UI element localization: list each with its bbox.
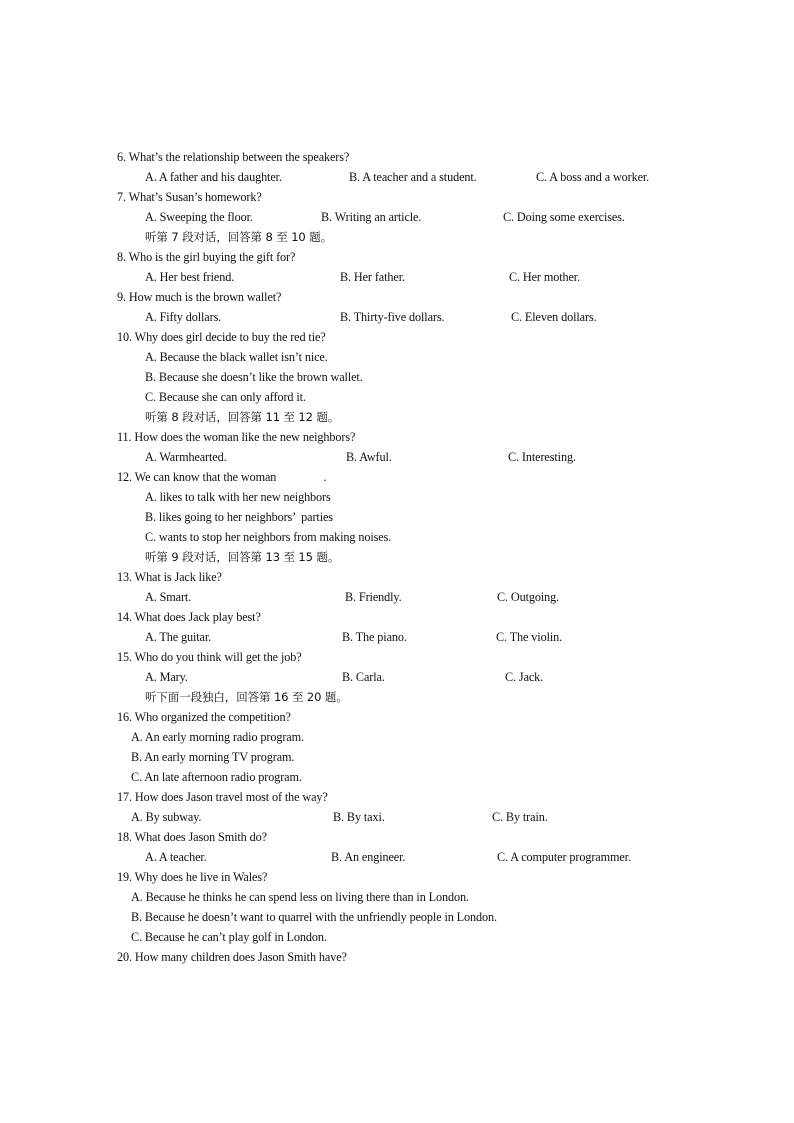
question-16: 16. Who organized the competition? [117, 710, 291, 724]
question-9: 9. How much is the brown wallet? [117, 290, 282, 304]
question-7: 7. What’s Susan’s homework? [117, 190, 262, 204]
option-12c: C. wants to stop her neighbors from making noises. [145, 530, 392, 544]
option-17a: A. By subway. [131, 810, 202, 824]
option-7c: C. Doing some exercises. [503, 210, 625, 224]
option-15b: B. Carla. [342, 670, 385, 684]
option-7b: B. Writing an article. [321, 210, 422, 224]
option-6a: A. A father and his daughter. [145, 170, 282, 184]
option-10a: A. Because the black wallet isn’t nice. [145, 350, 328, 364]
option-7a: A. Sweeping the floor. [145, 210, 253, 224]
question-13: 13. What is Jack like? [117, 570, 222, 584]
option-9a: A. Fifty dollars. [145, 310, 222, 324]
option-6b: B. A teacher and a student. [349, 170, 477, 184]
question-11: 11. How does the woman like the new neighbors? [117, 430, 356, 444]
option-18a: A. A teacher. [145, 850, 207, 864]
option-9b: B. Thirty-five dollars. [340, 310, 445, 324]
option-8a: A. Her best friend. [145, 270, 235, 284]
option-17c: C. By train. [492, 810, 548, 824]
option-14b: B. The piano. [342, 630, 407, 644]
option-11b: B. Awful. [346, 450, 392, 464]
section-heading-9: 听第 9 段对话，回答第 13 至 15 题。 [145, 550, 340, 564]
option-9c: C. Eleven dollars. [511, 310, 597, 324]
question-15: 15. Who do you think will get the job? [117, 650, 302, 664]
question-8: 8. Who is the girl buying the gift for? [117, 250, 296, 264]
option-19b: B. Because he doesn’t want to quarrel with the unfriendly people in London. [131, 910, 497, 924]
option-8c: C. Her mother. [509, 270, 581, 284]
option-14a: A. The guitar. [145, 630, 212, 644]
option-19c: C. Because he can’t play golf in London. [131, 930, 327, 944]
option-10b: B. Because she doesn’t like the brown wallet. [145, 370, 363, 384]
option-16b: B. An early morning TV program. [131, 750, 295, 764]
option-18c: C. A computer programmer. [497, 850, 631, 864]
option-6c: C. A boss and a worker. [536, 170, 650, 184]
section-heading-monologue: 听下面一段独白，回答第 16 至 20 题。 [145, 690, 348, 704]
question-6: 6. What’s the relationship between the speakers? [117, 150, 350, 164]
option-16c: C. An late afternoon radio program. [131, 770, 302, 784]
option-14c: C. The violin. [496, 630, 563, 644]
option-12a: A. likes to talk with her new neighbors [145, 490, 331, 504]
option-18b: B. An engineer. [331, 850, 406, 864]
option-11c: C. Interesting. [508, 450, 576, 464]
question-20: 20. How many children does Jason Smith have? [117, 950, 347, 964]
option-12b: B. likes going to her neighbors’ parties [145, 510, 333, 524]
option-11a: A. Warmhearted. [145, 450, 227, 464]
question-17: 17. How does Jason travel most of the way? [117, 790, 328, 804]
question-18: 18. What does Jason Smith do? [117, 830, 267, 844]
option-10c: C. Because she can only afford it. [145, 390, 306, 404]
option-8b: B. Her father. [340, 270, 405, 284]
section-heading-8: 听第 8 段对话，回答第 11 至 12 题。 [145, 410, 340, 424]
question-19: 19. Why does he live in Wales? [117, 870, 268, 884]
option-13a: A. Smart. [145, 590, 192, 604]
option-15a: A. Mary. [145, 670, 188, 684]
section-heading-7: 听第 7 段对话，回答第 8 至 10 题。 [145, 230, 332, 244]
option-13b: B. Friendly. [345, 590, 402, 604]
option-16a: A. An early morning radio program. [131, 730, 304, 744]
question-12: 12. We can know that the woman . [117, 470, 327, 484]
option-15c: C. Jack. [505, 670, 544, 684]
option-19a: A. Because he thinks he can spend less on living there than in London. [131, 890, 469, 904]
question-14: 14. What does Jack play best? [117, 610, 261, 624]
option-17b: B. By taxi. [333, 810, 385, 824]
question-10: 10. Why does girl decide to buy the red tie? [117, 330, 326, 344]
option-13c: C. Outgoing. [497, 590, 560, 604]
